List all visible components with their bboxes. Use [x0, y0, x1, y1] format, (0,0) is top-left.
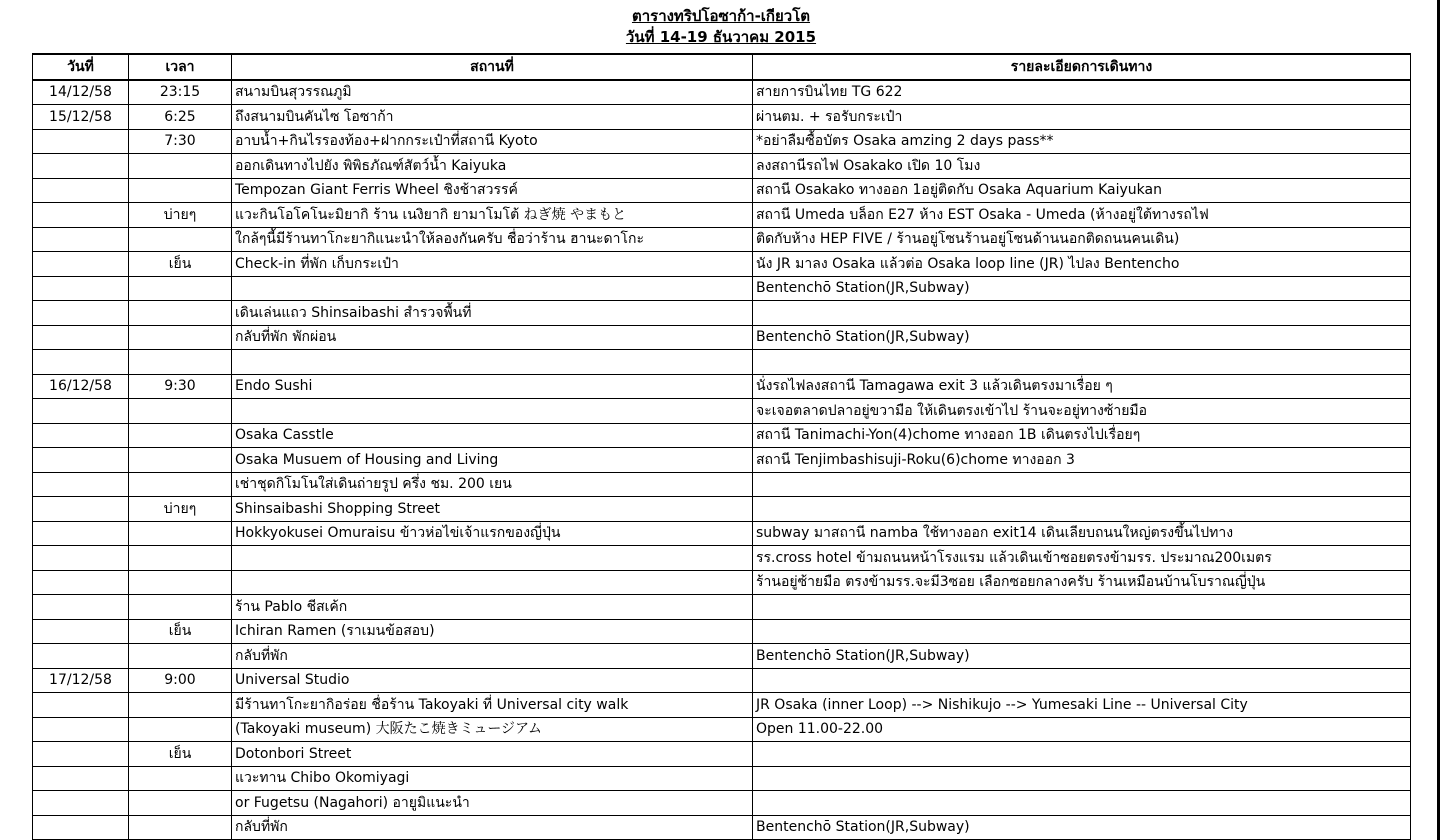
document-subtitle-dates: วันที่ 14-19 ธันวาคม 2015: [625, 28, 817, 46]
cell-detail: [753, 668, 1411, 693]
cell-time: [129, 521, 232, 546]
cell-time: [129, 227, 232, 252]
cell-detail: JR Osaka (inner Loop) --> Nishikujo --> Yumesaki Line -- Universal City: [753, 693, 1411, 718]
cell-detail: [753, 301, 1411, 326]
cell-time: 23:15: [129, 80, 232, 105]
cell-detail: ลงสถานีรถไฟ Osakako เปิด 10 โมง: [753, 154, 1411, 179]
header-place: สถานที่: [232, 54, 753, 80]
table-row: [33, 350, 1411, 375]
cell-date: [33, 595, 129, 620]
cell-time: [129, 693, 232, 718]
cell-date: [33, 423, 129, 448]
cell-place: Osaka Musuem of Housing and Living: [232, 448, 753, 473]
cell-detail: นัง JR มาลง Osaka แล้วต่อ Osaka loop line (JR) ไปลง Bentencho: [753, 252, 1411, 277]
table-row: [33, 644, 1411, 669]
header-date: วันที่: [33, 54, 129, 80]
cell-detail: Bentenchō Station(JR,Subway): [753, 325, 1411, 350]
cell-place: กลับที่พัก พักผ่อน: [232, 325, 753, 350]
cell-detail: Bentenchō Station(JR,Subway): [753, 644, 1411, 669]
cell-time: [129, 423, 232, 448]
cell-detail: *อย่าลืมซื้อบัตร Osaka amzing 2 days pass**: [753, 129, 1411, 154]
table-row: [33, 178, 1411, 203]
table-row: [33, 742, 1411, 767]
cell-time: เย็น: [129, 742, 232, 767]
cell-place: Ichiran Ramen (ราเมนข้อสอบ): [232, 619, 753, 644]
cell-date: 15/12/58: [33, 105, 129, 130]
cell-time: [129, 325, 232, 350]
cell-place: [232, 399, 753, 424]
cell-date: 16/12/58: [33, 374, 129, 399]
itinerary-table-body: [33, 80, 1411, 840]
table-row: [33, 791, 1411, 816]
cell-time: [129, 448, 232, 473]
cell-place: ร้าน Pablo ชีสเค้ก: [232, 595, 753, 620]
cell-time: [129, 276, 232, 301]
cell-date: [33, 791, 129, 816]
cell-detail: จะเจอตลาดปลาอยู่ขวามือ ให้เดินตรงเข้าไป ร้านจะอยู่ทางซ้ายมือ: [753, 399, 1411, 424]
table-row: [33, 595, 1411, 620]
document-title: ตารางทริปโอซาก้า-เกียวโต: [631, 7, 811, 25]
cell-time: [129, 154, 232, 179]
cell-detail: [753, 350, 1411, 375]
cell-date: [33, 766, 129, 791]
title-block: [32, 6, 1410, 48]
table-row: [33, 423, 1411, 448]
cell-detail: [753, 595, 1411, 620]
table-row: [33, 129, 1411, 154]
cell-detail: Bentenchō Station(JR,Subway): [753, 276, 1411, 301]
cell-place: [232, 570, 753, 595]
cell-time: [129, 350, 232, 375]
table-row: [33, 80, 1411, 105]
cell-detail: Open 11.00-22.00: [753, 717, 1411, 742]
cell-date: [33, 399, 129, 424]
page-edge-border: [1437, 0, 1440, 840]
table-row: [33, 693, 1411, 718]
cell-place: ใกล้ๆนี้มีร้านทาโกะยากิแนะนำให้ลองกันครับ ชื่อว่าร้าน ฮานะดาโกะ: [232, 227, 753, 252]
cell-time: 6:25: [129, 105, 232, 130]
table-row: [33, 546, 1411, 571]
cell-date: [33, 301, 129, 326]
cell-time: บ่ายๆ: [129, 203, 232, 228]
table-row: [33, 717, 1411, 742]
cell-date: [33, 227, 129, 252]
cell-detail: สายการบินไทย TG 622: [753, 80, 1411, 105]
table-row: [33, 301, 1411, 326]
cell-time: เย็น: [129, 252, 232, 277]
cell-detail: สถานี Umeda บล็อก E27 ห้าง EST Osaka - Umeda (ห้างอยู่ใต้ทางรถไฟ: [753, 203, 1411, 228]
cell-place: Hokkyokusei Omuraisu ข้าวห่อไข่เจ้าแรกของญี่ปุ่น: [232, 521, 753, 546]
cell-time: บ่ายๆ: [129, 497, 232, 522]
header-time: เวลา: [129, 54, 232, 80]
cell-detail: ติดกับห้าง HEP FIVE / ร้านอยู่โซนร้านอยู่โซนด้านนอกติดถนนคนเดิน): [753, 227, 1411, 252]
table-row: [33, 815, 1411, 840]
cell-detail: รร.cross hotel ข้ามถนนหน้าโรงแรม แล้วเดินเข้าซอยตรงข้ามรร. ประมาณ200เมตร: [753, 546, 1411, 571]
cell-detail: [753, 472, 1411, 497]
table-row: [33, 325, 1411, 350]
cell-place: แวะกินโอโคโนะมิยากิ ร้าน เนงิยากิ ยามาโมโต้ ねぎ焼 やまもと: [232, 203, 753, 228]
cell-date: [33, 546, 129, 571]
cell-place: แวะทาน Chibo Okomiyagi: [232, 766, 753, 791]
table-row: [33, 766, 1411, 791]
cell-detail: subway มาสถานี namba ใช้ทางออก exit14 เดินเลียบถนนใหญ่ตรงขึ้นไปทาง: [753, 521, 1411, 546]
cell-date: [33, 129, 129, 154]
cell-date: [33, 178, 129, 203]
cell-place: ถึงสนามบินคันไซ โอซาก้า: [232, 105, 753, 130]
cell-date: [33, 644, 129, 669]
cell-place: Universal Studio: [232, 668, 753, 693]
cell-place: [232, 546, 753, 571]
cell-detail: [753, 497, 1411, 522]
cell-date: [33, 203, 129, 228]
cell-time: [129, 766, 232, 791]
cell-detail: สถานี Tenjimbashisuji-Roku(6)chome ทางออก 3: [753, 448, 1411, 473]
cell-detail: นั่งรถไฟลงสถานี Tamagawa exit 3 แล้วเดินตรงมาเรื่อย ๆ: [753, 374, 1411, 399]
cell-place: [232, 276, 753, 301]
cell-date: [33, 693, 129, 718]
cell-date: [33, 472, 129, 497]
itinerary-table-header: [33, 54, 1411, 80]
cell-date: 17/12/58: [33, 668, 129, 693]
cell-time: [129, 178, 232, 203]
cell-date: [33, 350, 129, 375]
cell-place: กลับที่พัก: [232, 644, 753, 669]
cell-place: Tempozan Giant Ferris Wheel ชิงช้าสวรรค์: [232, 178, 753, 203]
cell-place: or Fugetsu (Nagahori) อายูมิแนะนำ: [232, 791, 753, 816]
cell-time: [129, 791, 232, 816]
cell-detail: [753, 766, 1411, 791]
cell-time: [129, 717, 232, 742]
cell-date: [33, 497, 129, 522]
cell-place: [232, 350, 753, 375]
cell-time: [129, 301, 232, 326]
table-row: [33, 668, 1411, 693]
header-row: [33, 54, 1411, 80]
table-row: [33, 374, 1411, 399]
cell-detail: สถานี Osakako ทางออก 1อยู่ติดกับ Osaka Aquarium Kaiyukan: [753, 178, 1411, 203]
cell-detail: ร้านอยู่ซ้ายมือ ตรงข้ามรร.จะมี3ซอย เลือกซอยกลางครับ ร้านเหมือนบ้านโบราณญี่ปุ่น: [753, 570, 1411, 595]
cell-detail: สถานี Tanimachi-Yon(4)chome ทางออก 1B เดินตรงไปเรื่อยๆ: [753, 423, 1411, 448]
table-row: [33, 497, 1411, 522]
cell-time: 9:00: [129, 668, 232, 693]
cell-place: มีร้านทาโกะยากิอร่อย ชื่อร้าน Takoyaki ที่ Universal city walk: [232, 693, 753, 718]
cell-date: [33, 325, 129, 350]
table-row: [33, 154, 1411, 179]
cell-place: ออกเดินทางไปยัง พิพิธภัณฑ์สัตว์น้ำ Kaiyuka: [232, 154, 753, 179]
table-row: [33, 619, 1411, 644]
cell-date: 14/12/58: [33, 80, 129, 105]
cell-place: Endo Sushi: [232, 374, 753, 399]
cell-date: [33, 252, 129, 277]
cell-time: [129, 644, 232, 669]
cell-date: [33, 815, 129, 840]
cell-date: [33, 154, 129, 179]
itinerary-table: [32, 53, 1411, 840]
cell-place: Dotonbori Street: [232, 742, 753, 767]
table-row: [33, 521, 1411, 546]
cell-place: (Takoyaki museum) 大阪たこ焼きミュージアム: [232, 717, 753, 742]
cell-place: สนามบินสุวรรณภูมิ: [232, 80, 753, 105]
cell-date: [33, 619, 129, 644]
cell-place: กลับที่พัก: [232, 815, 753, 840]
cell-time: [129, 595, 232, 620]
cell-detail: [753, 619, 1411, 644]
cell-date: [33, 742, 129, 767]
table-row: [33, 227, 1411, 252]
cell-time: [129, 570, 232, 595]
cell-date: [33, 521, 129, 546]
cell-time: [129, 472, 232, 497]
cell-place: Osaka Casstle: [232, 423, 753, 448]
cell-date: [33, 448, 129, 473]
table-row: [33, 570, 1411, 595]
cell-detail: Bentenchō Station(JR,Subway): [753, 815, 1411, 840]
cell-detail: ผ่านตม. + รอรับกระเป๋า: [753, 105, 1411, 130]
table-row: [33, 276, 1411, 301]
table-row: [33, 203, 1411, 228]
table-row: [33, 448, 1411, 473]
table-row: [33, 252, 1411, 277]
cell-place: เช่าชุดกิโมโนใส่เดินถ่ายรูป ครึ่ง ชม. 200 เยน: [232, 472, 753, 497]
table-row: [33, 472, 1411, 497]
cell-time: เย็น: [129, 619, 232, 644]
table-row: [33, 399, 1411, 424]
cell-date: [33, 276, 129, 301]
cell-place: อาบน้ำ+กินไรรองท้อง+ฝากกระเป๋าที่สถานี Kyoto: [232, 129, 753, 154]
header-detail: รายละเอียดการเดินทาง: [753, 54, 1411, 80]
cell-detail: [753, 742, 1411, 767]
cell-time: 9:30: [129, 374, 232, 399]
cell-detail: [753, 791, 1411, 816]
cell-time: 7:30: [129, 129, 232, 154]
cell-time: [129, 815, 232, 840]
cell-time: [129, 399, 232, 424]
cell-place: Shinsaibashi Shopping Street: [232, 497, 753, 522]
cell-time: [129, 546, 232, 571]
cell-date: [33, 717, 129, 742]
cell-place: เดินเล่นแถว Shinsaibashi สำรวจพื้นที่: [232, 301, 753, 326]
table-row: [33, 105, 1411, 130]
cell-place: Check-in ที่พัก เก็บกระเป๋า: [232, 252, 753, 277]
cell-date: [33, 570, 129, 595]
